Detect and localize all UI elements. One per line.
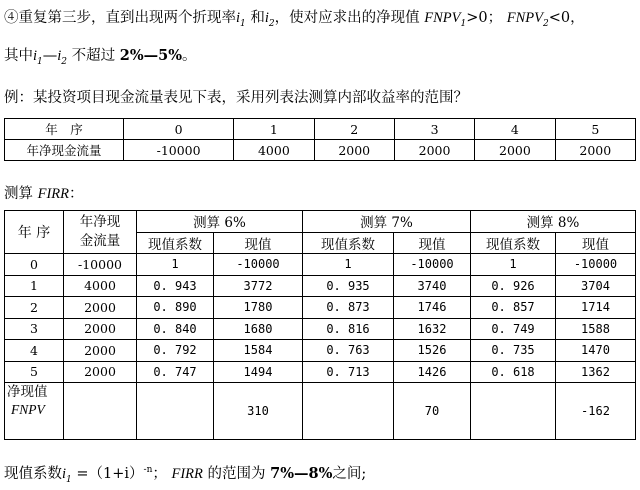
npv-label: [5, 383, 64, 440]
calc-label-colon: ：: [69, 186, 84, 202]
cell-v6: 1494: [214, 361, 303, 383]
fnpv-2: FNPV: [506, 10, 543, 26]
cell-v7: -10000: [394, 254, 471, 276]
cashflow-value: 2000: [314, 140, 394, 161]
sub-b: 2: [61, 56, 68, 67]
footer-text-a: 现值系数: [4, 466, 62, 482]
cell-v6: 3772: [214, 275, 303, 297]
npv-value-6: 310: [214, 383, 303, 440]
cell-f7: 0. 763: [303, 340, 394, 362]
cashflow-header-row: [5, 119, 636, 140]
cell-cash: 2000: [64, 340, 137, 362]
cashflow-table: [4, 118, 636, 161]
npv-label-l1: 净现值: [7, 384, 48, 400]
cell-year: 3: [5, 318, 64, 340]
period: 。: [181, 48, 197, 64]
cell-f6: 0. 943: [137, 275, 214, 297]
npv-factor8-empty: [471, 383, 556, 440]
cell-v7: 1746: [394, 297, 471, 319]
group-8: 测算 8%: [471, 211, 636, 233]
cell-f8: 0. 618: [471, 361, 556, 383]
cell-f8: 1: [471, 254, 556, 276]
cashflow-year: 3: [394, 119, 474, 140]
cashflow-value: 4000: [234, 140, 314, 161]
cell-v8: 1714: [556, 297, 636, 319]
table-row: [5, 361, 636, 383]
table-row: [5, 297, 636, 319]
npv-value-7: 70: [394, 383, 471, 440]
cell-v8: 1362: [556, 361, 636, 383]
example-text: 例：某投资项目现金流量表见下表，采用列表法测算内部收益率的范围？: [4, 90, 468, 106]
cashflow-value: 2000: [475, 140, 555, 161]
intro-text: ④重复第三步，直到出现两个折现率: [4, 10, 236, 26]
sub-value-7: 现值: [394, 232, 471, 254]
cashflow-year: 0: [124, 119, 234, 140]
cashflow-header-label: 年 序: [5, 119, 124, 140]
var-i2: i: [264, 10, 269, 26]
cashflow-year: 4: [475, 119, 555, 140]
intro-text-b: ，使对应求出的净现值: [274, 10, 425, 26]
cell-v7: 1526: [394, 340, 471, 362]
footer-formula: =（1+i）: [71, 466, 144, 482]
cell-v6: 1584: [214, 340, 303, 362]
intro-and: 和: [245, 10, 265, 26]
cell-v8: 1470: [556, 340, 636, 362]
cell-cash: 4000: [64, 275, 137, 297]
var-i1: i: [236, 10, 241, 26]
npv-factor7-empty: [303, 383, 394, 440]
sub-a: 1: [37, 56, 43, 67]
dash: —: [42, 48, 58, 64]
sub-factor-7: 现值系数: [303, 232, 394, 254]
cell-v6: 1780: [214, 297, 303, 319]
npv-cash-empty: [64, 383, 137, 440]
sub-fnpv1: 1: [460, 18, 467, 29]
cell-year: 4: [5, 340, 64, 362]
cell-f6: 1: [137, 254, 214, 276]
sub-factor-6: 现值系数: [137, 232, 214, 254]
sub-1: 1: [240, 18, 246, 29]
table-row: [5, 254, 636, 276]
cell-year: 0: [5, 254, 64, 276]
calc-label: [4, 182, 84, 203]
cell-f7: 1: [303, 254, 394, 276]
cell-f7: 0. 935: [303, 275, 394, 297]
cell-v8: -10000: [556, 254, 636, 276]
cell-cash: -10000: [64, 254, 137, 276]
col-cash-header-l2: 金流量: [79, 233, 121, 249]
cell-v7: 3740: [394, 275, 471, 297]
footer-range: 7%—8%: [270, 465, 333, 482]
calc-header-row-1: [5, 211, 636, 233]
cell-f7: 0. 713: [303, 361, 394, 383]
table-row: [5, 318, 636, 340]
calc-label-text: 测算: [4, 186, 38, 202]
calc-label-firr: FIRR: [37, 186, 70, 202]
cell-f6: 0. 792: [137, 340, 214, 362]
intro-l2-text: 其中: [4, 48, 33, 64]
cell-f8: 0. 926: [471, 275, 556, 297]
npv-row: [5, 383, 636, 440]
cell-f8: 0. 735: [471, 340, 556, 362]
footer-text-e: 之间;: [332, 466, 367, 482]
npv-factor6-empty: [137, 383, 214, 440]
cashflow-value: -10000: [124, 140, 234, 161]
cell-cash: 2000: [64, 318, 137, 340]
calc-table: [4, 210, 636, 440]
sub-fnpv2: 2: [542, 18, 549, 29]
cell-year: 2: [5, 297, 64, 319]
sub-value-6: 现值: [214, 232, 303, 254]
cell-f7: 0. 873: [303, 297, 394, 319]
var-ib: i: [57, 48, 62, 64]
footer-firr: FIRR: [171, 466, 203, 482]
col-year-header: 年 序: [5, 211, 64, 254]
cell-v8: 3704: [556, 275, 636, 297]
table-row: [5, 275, 636, 297]
footer-var-i: i: [62, 466, 67, 482]
cell-f8: 0. 857: [471, 297, 556, 319]
cell-cash: 2000: [64, 361, 137, 383]
cashflow-year: 2: [314, 119, 394, 140]
footer-text-d: 的范围为: [202, 466, 271, 482]
cell-f6: 0. 840: [137, 318, 214, 340]
cashflow-year: 5: [555, 119, 635, 140]
intro-line-2: [4, 44, 196, 67]
group-7: 测算 7%: [303, 211, 471, 233]
cell-year: 5: [5, 361, 64, 383]
footer-sub: 1: [66, 474, 72, 485]
fnpv-2-cond: <0，: [548, 10, 585, 26]
cell-v6: -10000: [214, 254, 303, 276]
intro-l2-b: 不超过: [67, 48, 120, 64]
table-row: [5, 340, 636, 362]
cell-year: 1: [5, 275, 64, 297]
npv-label-l2: FNPV: [11, 402, 45, 417]
sub-factor-8: 现值系数: [471, 232, 556, 254]
col-cash-header: [64, 211, 137, 254]
cell-v7: 1632: [394, 318, 471, 340]
fnpv-1-cond: >0；: [466, 10, 503, 26]
cell-f6: 0. 747: [137, 361, 214, 383]
npv-value-8: -162: [556, 383, 636, 440]
cashflow-value: 2000: [555, 140, 635, 161]
footer-exp: -n: [143, 465, 153, 476]
fnpv-1: FNPV: [424, 10, 461, 26]
cashflow-value-row: [5, 140, 636, 161]
intro-line-1: [4, 6, 585, 29]
cell-f6: 0. 890: [137, 297, 214, 319]
footer-sep: ；: [152, 466, 167, 482]
footer-line: [4, 462, 366, 485]
col-cash-header-l1: 年净现: [79, 214, 121, 230]
cell-f8: 0. 749: [471, 318, 556, 340]
cell-v8: 1588: [556, 318, 636, 340]
cell-v7: 1426: [394, 361, 471, 383]
calc-body: [5, 254, 636, 383]
cell-v6: 1680: [214, 318, 303, 340]
cell-cash: 2000: [64, 297, 137, 319]
sub-value-8: 现值: [556, 232, 636, 254]
var-ia: i: [33, 48, 38, 64]
cell-f7: 0. 816: [303, 318, 394, 340]
cashflow-year: 1: [234, 119, 314, 140]
sub-2: 2: [268, 18, 275, 29]
example-line: [4, 86, 468, 107]
range-text: 2%—5%: [119, 47, 182, 64]
cashflow-row-label: 年净现金流量: [5, 140, 124, 161]
group-6: 测算 6%: [137, 211, 303, 233]
cashflow-value: 2000: [394, 140, 474, 161]
